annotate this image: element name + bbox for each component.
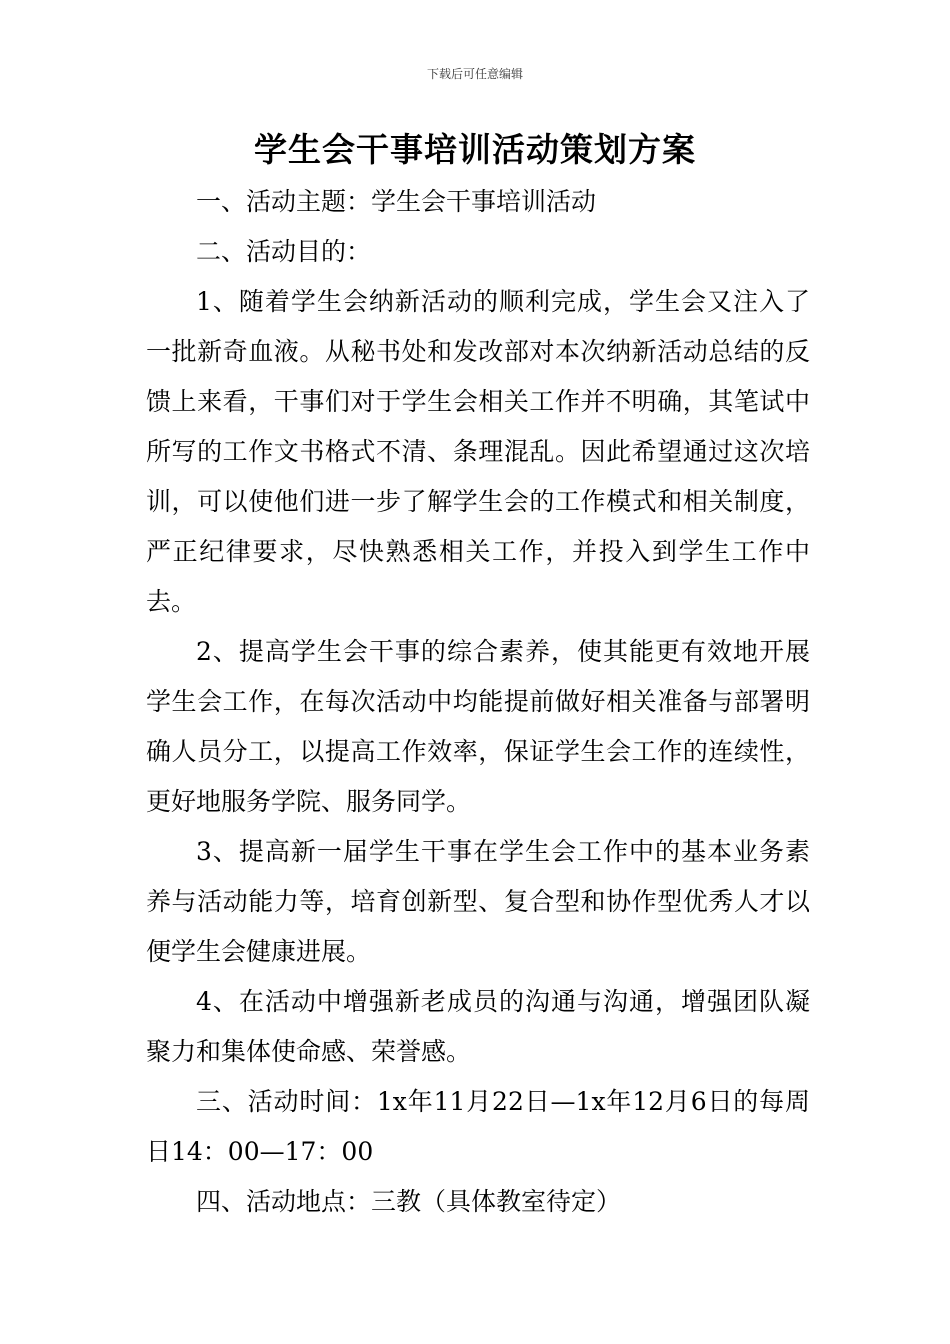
header-note: 下载后可任意编辑 — [426, 67, 523, 81]
purpose-item-1: 1、随着学生会纳新活动的顺利完成，学生会又注入了一批新奇血液。从秘书处和发改部对本次纳新活动总结的反馈上来看，干事们对于学生会相关工作并不明确，其笔试中所写的工作文书格式不清、条理混乱。因此希望通过这次培训，可以使他们进一步了解学生会的工作模式和相关制度，严正纪律要求，尽快熟悉相关工作，并投入到学生工作中去。 — [146, 287, 810, 616]
section-purpose-heading: 二、活动目的： — [196, 237, 372, 266]
section-location: 四、活动地点：三教（具体教室待定） — [196, 1187, 622, 1216]
purpose-item-3: 3、提高新一届学生干事在学生会工作中的基本业务素养与活动能力等，培育创新型、复合型和协作型优秀人才以便学生会健康进展。 — [146, 837, 810, 966]
purpose-item-2: 2、提高学生会干事的综合素养，使其能更有效地开展学生会工作，在每次活动中均能提前做好相关准备与部署明确人员分工，以提高工作效率，保证学生会工作的连续性，更好地服务学院、服务同学。 — [146, 637, 810, 816]
document-body — [146, 177, 810, 1227]
document-title: 学生会干事培训活动策划方案 — [254, 130, 696, 169]
purpose-item-4: 4、在活动中增强新老成员的沟通与沟通，增强团队凝聚力和集体使命感、荣誉感。 — [146, 987, 810, 1066]
section-theme: 一、活动主题：学生会干事培训活动 — [196, 187, 597, 216]
section-time: 三、活动时间：1x年11月22日—1x年12月6日的每周日14：00—17：00 — [146, 1087, 810, 1166]
